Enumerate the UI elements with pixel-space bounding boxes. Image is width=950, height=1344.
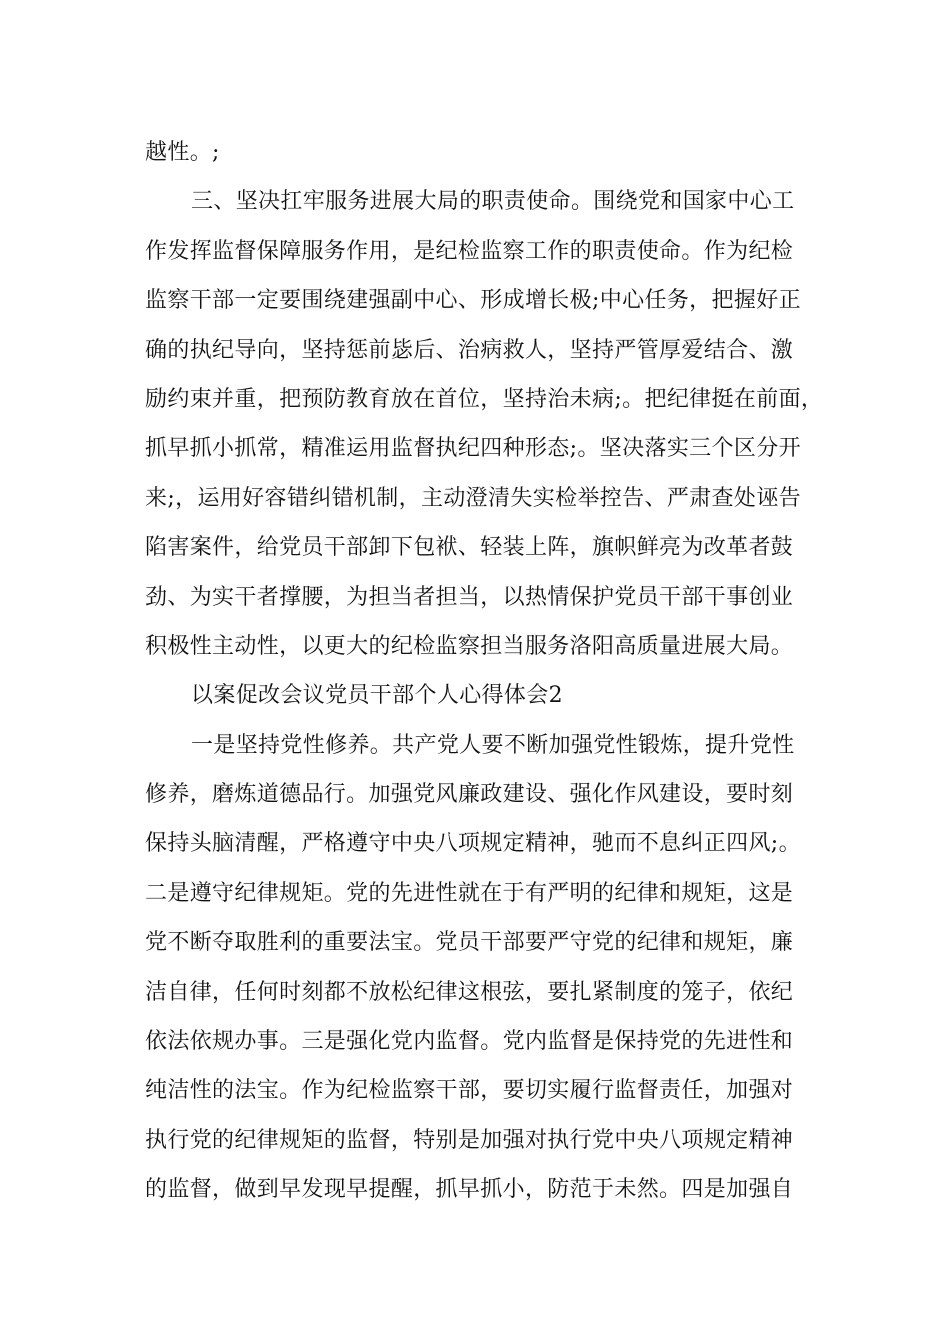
text-line: 依法依规办事。三是强化党内监督。党内监督是保持党的先进性和 [145,1029,794,1055]
text-line: 二是遵守纪律规矩。党的先进性就在于有严明的纪律和规矩，这是 [145,880,794,906]
text-line: 来;，运用好容错纠错机制，主动澄清失实检举控告、严肃查处诬告 [145,485,801,511]
text-line: 的监督，做到早发现早提醒，抓早抓小，防范于未然。四是加强自 [145,1177,794,1203]
text-line: 励约束并重，把预防教育放在首位，坚持治未病;。把纪律挺在前面， [145,386,824,412]
text-line: 保持头脑清醒，严格遵守中央八项规定精神，驰而不息纠正四风;。 [145,831,801,857]
text-line: 越性。; [145,140,220,165]
paragraph-start-line: 三、坚决扛牢服务进展大局的职责使命。围绕党和国家中心工 [191,189,795,215]
text-line: 修养，磨炼道德品行。加强党风廉政建设、强化作风建设，要时刻 [145,782,794,808]
text-line: 作发挥监督保障服务作用，是纪检监察工作的职责使命。作为纪检 [145,238,794,264]
text-line: 积极性主动性，以更大的纪检监察担当服务洛阳高质量进展大局。 [145,633,794,659]
text-line: 执行党的纪律规矩的监督，特别是加强对执行党中央八项规定精神 [145,1127,794,1153]
text-line: 陷害案件，给党员干部卸下包袱、轻装上阵，旗帜鲜亮为改革者鼓 [145,535,794,561]
text-line: 抓早抓小抓常，精准运用监督执纪四种形态;。坚决落实三个区分开 [145,436,801,462]
text-line: 纯洁性的法宝。作为纪检监察干部，要切实履行监督责任，加强对 [145,1078,794,1104]
text-line: 洁自律，任何时刻都不放松纪律这根弦，要扎紧制度的笼子，依纪 [145,979,794,1005]
text-line: 确的执纪导向，坚持惩前毖后、治病救人，坚持严管厚爱结合、激 [145,337,794,363]
text-line: 党不断夺取胜利的重要法宝。党员干部要严守党的纪律和规矩，廉 [145,930,794,956]
section-heading: 以案促改会议党员干部个人心得体会2 [191,683,563,709]
text-line: 监察干部一定要围绕建强副中心、形成增长极;中心任务，把握好正 [145,288,801,314]
paragraph-start-line: 一是坚持党性修养。共产党人要不断加强党性锻炼，提升党性 [191,732,795,758]
body-text [145,128,825,1215]
text-line: 劲、为实干者撑腰，为担当者担当，以热情保护党员干部干事创业 [145,584,794,610]
